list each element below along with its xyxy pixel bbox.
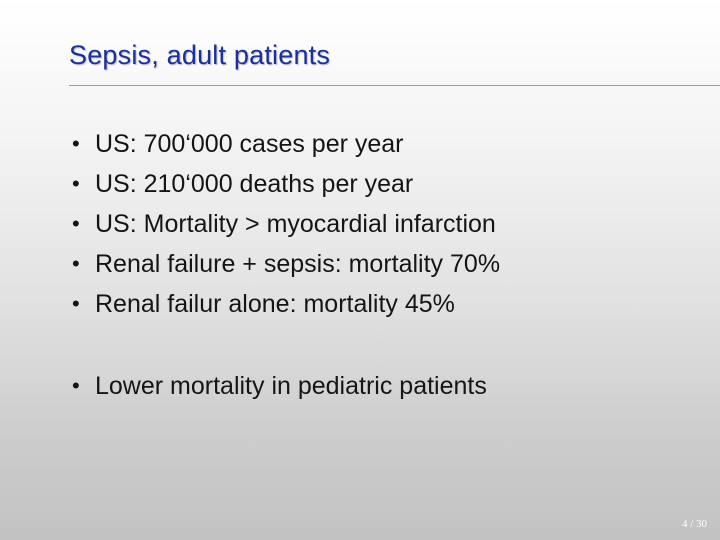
bullet-text: Lower mortality in pediatric patients bbox=[95, 372, 487, 400]
bullet-icon: • bbox=[72, 373, 80, 398]
bullet-icon: • bbox=[72, 251, 80, 276]
bullet-icon: • bbox=[72, 211, 80, 236]
bullet-icon: • bbox=[72, 131, 80, 156]
bullet-text: Renal failure + sepsis: mortality 70% bbox=[95, 250, 501, 278]
bullet-text: US: Mortality > myocardial infarction bbox=[95, 210, 496, 238]
bullet-icon: • bbox=[72, 171, 80, 196]
bullet-icon: • bbox=[72, 291, 80, 316]
title-divider bbox=[69, 85, 720, 86]
slide-title: Sepsis, adult patients bbox=[69, 40, 331, 70]
bullet-text: US: 210‘000 deaths per year bbox=[95, 170, 414, 198]
page-number: 4 / 30 bbox=[681, 518, 707, 530]
bullet-text: Renal failur alone: mortality 45% bbox=[95, 290, 455, 318]
bullet-text: US: 700‘000 cases per year bbox=[95, 130, 404, 158]
